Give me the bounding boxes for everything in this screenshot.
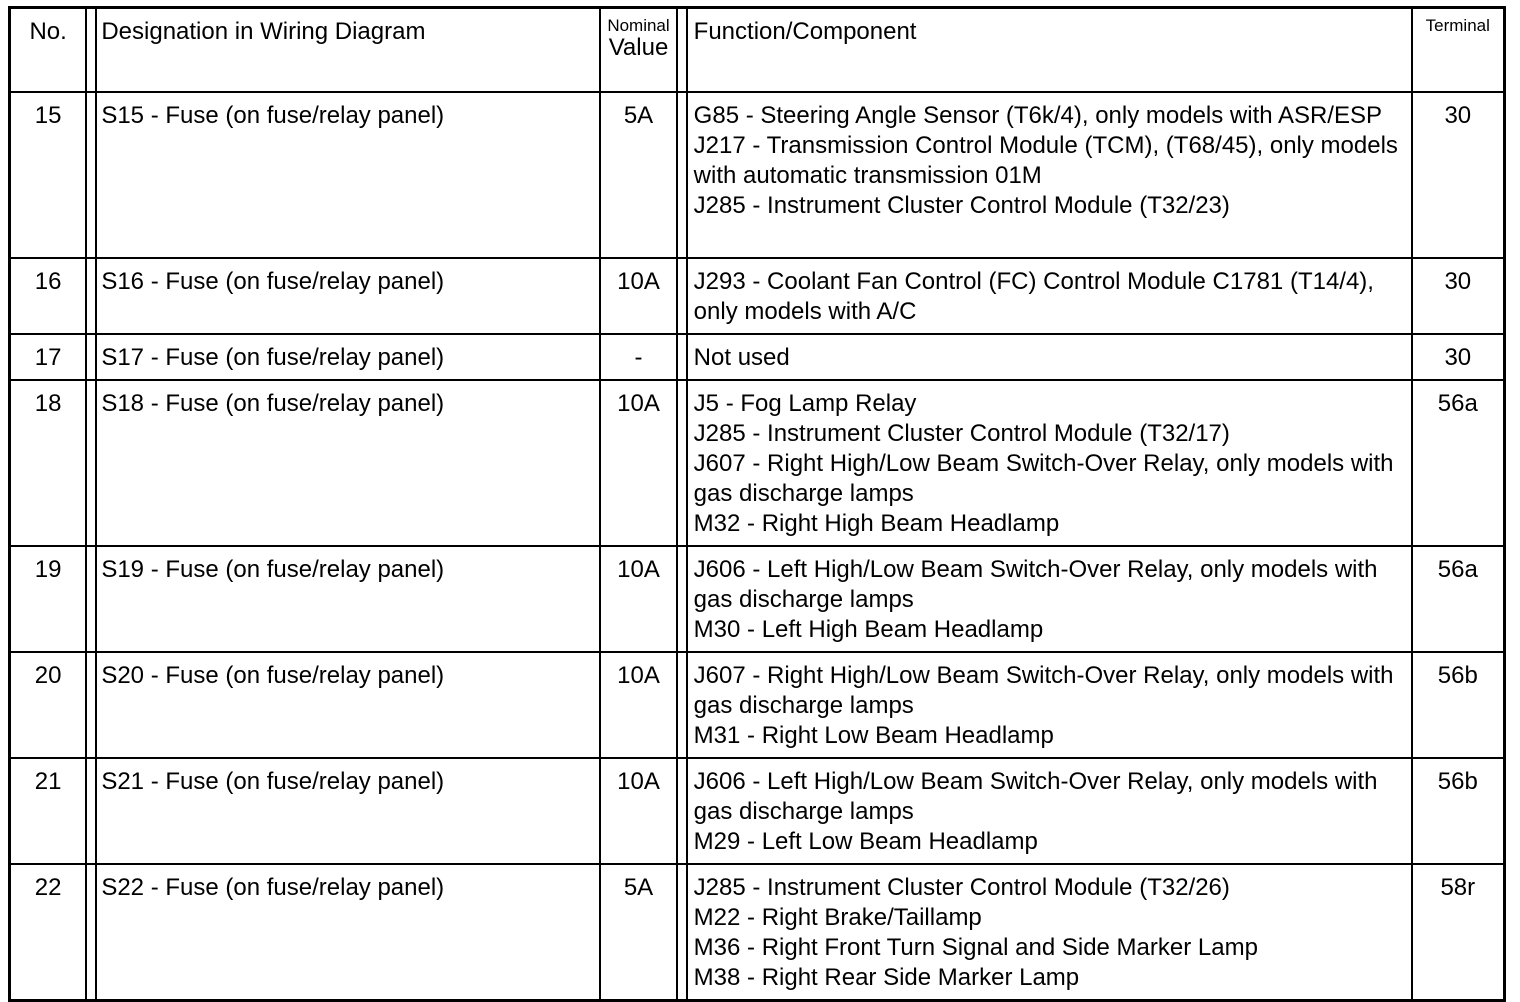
fuse-number: 19: [10, 546, 87, 652]
function-line: J285 - Instrument Cluster Control Module (T32/23): [693, 192, 1230, 219]
row-spacer: [86, 380, 96, 546]
header-value-label: Value: [608, 34, 669, 61]
row-spacer: [86, 334, 96, 380]
table-row: [10, 92, 1505, 258]
row-spacer: [86, 864, 96, 1001]
table-row: [10, 380, 1505, 546]
fuse-value: 10A: [600, 380, 676, 546]
header-nominal-label: Nominal: [607, 16, 670, 35]
fuse-value: 5A: [600, 864, 676, 1001]
row-spacer: [677, 758, 687, 864]
header-terminal: [1412, 8, 1505, 93]
fuse-value: 10A: [600, 652, 676, 758]
fuse-number: 17: [10, 334, 87, 380]
function-line: J293 - Coolant Fan Control (FC) Control Module C1781 (T14/4), only models with A/C: [693, 268, 1374, 325]
fuse-terminal: 30: [1412, 92, 1505, 258]
fuse-functions: [687, 380, 1412, 546]
function-line: M22 - Right Brake/Taillamp: [693, 904, 982, 931]
fuse-number: 21: [10, 758, 87, 864]
fuse-value: 10A: [600, 258, 676, 334]
header-terminal-label: Terminal: [1425, 16, 1490, 35]
fuse-functions: [687, 546, 1412, 652]
row-spacer: [677, 334, 687, 380]
fuse-terminal: 30: [1412, 334, 1505, 380]
header-row: [10, 8, 1505, 93]
fuse-designation: S16 - Fuse (on fuse/relay panel): [96, 258, 600, 334]
table-row: [10, 864, 1505, 1001]
fuse-functions: [687, 92, 1412, 258]
row-spacer: [677, 864, 687, 1001]
header-spacer: [677, 8, 687, 93]
function-line: M30 - Left High Beam Headlamp: [693, 616, 1044, 643]
fuse-designation: S18 - Fuse (on fuse/relay panel): [96, 380, 600, 546]
table-row: [10, 546, 1505, 652]
row-spacer: [86, 258, 96, 334]
fuse-table: [8, 6, 1506, 1002]
fuse-functions: [687, 864, 1412, 1001]
header-no: No.: [10, 8, 87, 93]
function-line: J217 - Transmission Control Module (TCM), (T68/45), only models with automatic transmission 01M: [693, 132, 1398, 189]
fuse-terminal: 56b: [1412, 758, 1505, 864]
fuse-functions: [687, 258, 1412, 334]
row-spacer: [677, 546, 687, 652]
fuse-number: 18: [10, 380, 87, 546]
fuse-value: 10A: [600, 546, 676, 652]
row-spacer: [677, 380, 687, 546]
header-nominal-value: [600, 8, 676, 93]
fuse-designation: S20 - Fuse (on fuse/relay panel): [96, 652, 600, 758]
fuse-functions: [687, 334, 1412, 380]
fuse-designation: S21 - Fuse (on fuse/relay panel): [96, 758, 600, 864]
header-designation: Designation in Wiring Diagram: [96, 8, 600, 93]
fuse-number: 15: [10, 92, 87, 258]
fuse-value: 10A: [600, 758, 676, 864]
function-line: J607 - Right High/Low Beam Switch-Over Relay, only models with gas discharge lamps: [693, 450, 1394, 507]
function-line: J5 - Fog Lamp Relay: [693, 390, 917, 417]
fuse-terminal: 30: [1412, 258, 1505, 334]
fuse-functions: [687, 758, 1412, 864]
fuse-designation: S17 - Fuse (on fuse/relay panel): [96, 334, 600, 380]
function-line: J285 - Instrument Cluster Control Module (T32/26): [693, 874, 1230, 901]
function-line: J607 - Right High/Low Beam Switch-Over Relay, only models with gas discharge lamps: [693, 662, 1394, 719]
function-line: J606 - Left High/Low Beam Switch-Over Relay, only models with gas discharge lamps: [693, 768, 1378, 825]
function-line: J285 - Instrument Cluster Control Module (T32/17): [693, 420, 1230, 447]
fuse-functions: [687, 652, 1412, 758]
fuse-designation: S22 - Fuse (on fuse/relay panel): [96, 864, 600, 1001]
fuse-number: 22: [10, 864, 87, 1001]
fuse-terminal: 56b: [1412, 652, 1505, 758]
fuse-terminal: 56a: [1412, 380, 1505, 546]
fuse-number: 16: [10, 258, 87, 334]
row-spacer: [86, 546, 96, 652]
fuse-terminal: 56a: [1412, 546, 1505, 652]
fuse-value: -: [600, 334, 676, 380]
table-row: [10, 758, 1505, 864]
row-spacer: [86, 652, 96, 758]
function-line: M31 - Right Low Beam Headlamp: [693, 722, 1054, 749]
table-row: [10, 334, 1505, 380]
table-row: [10, 652, 1505, 758]
row-spacer: [677, 652, 687, 758]
fuse-value: 5A: [600, 92, 676, 258]
function-line: M36 - Right Front Turn Signal and Side Marker Lamp: [693, 934, 1258, 961]
row-spacer: [86, 758, 96, 864]
function-line: M38 - Right Rear Side Marker Lamp: [693, 964, 1080, 991]
row-spacer: [677, 258, 687, 334]
header-spacer: [86, 8, 96, 93]
function-line: J606 - Left High/Low Beam Switch-Over Relay, only models with gas discharge lamps: [693, 556, 1378, 613]
header-function: Function/Component: [687, 8, 1412, 93]
fuse-terminal: 58r: [1412, 864, 1505, 1001]
function-line: M32 - Right High Beam Headlamp: [693, 510, 1060, 537]
row-spacer: [677, 92, 687, 258]
fuse-designation: S19 - Fuse (on fuse/relay panel): [96, 546, 600, 652]
table-row: [10, 258, 1505, 334]
row-spacer: [86, 92, 96, 258]
function-line: Not used: [693, 344, 790, 371]
fuse-number: 20: [10, 652, 87, 758]
function-line: M29 - Left Low Beam Headlamp: [693, 828, 1038, 855]
function-line: G85 - Steering Angle Sensor (T6k/4), only models with ASR/ESP: [693, 102, 1382, 129]
fuse-designation: S15 - Fuse (on fuse/relay panel): [96, 92, 600, 258]
